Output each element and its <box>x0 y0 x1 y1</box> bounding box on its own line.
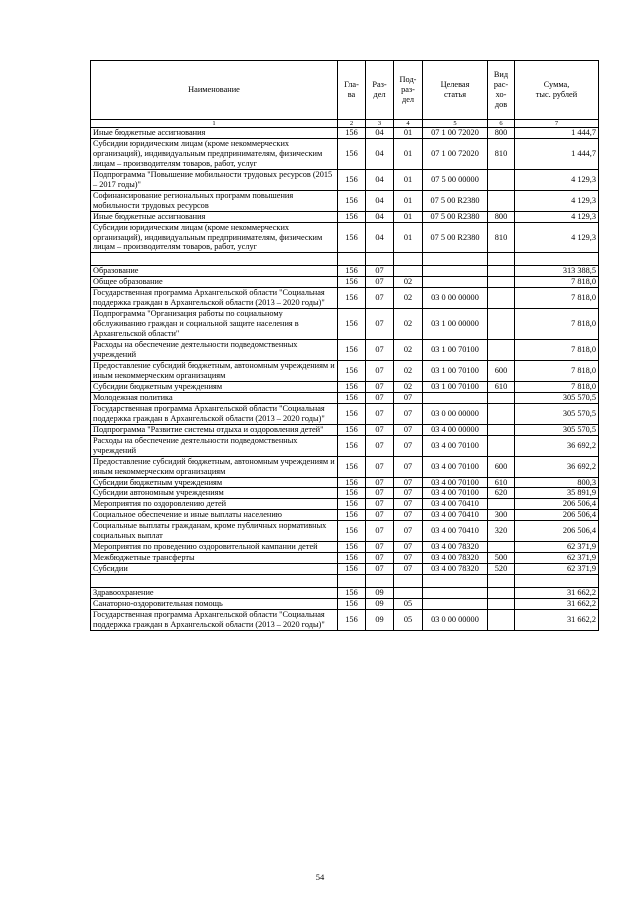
row-glava: 156 <box>338 277 366 288</box>
row-vid: 800 <box>488 211 515 222</box>
row-cel: 03 4 00 70410 <box>423 521 488 542</box>
row-vid: 600 <box>488 456 515 477</box>
row-cel: 03 4 00 78320 <box>423 564 488 575</box>
row-glava: 156 <box>338 128 366 139</box>
row-summa: 31 662,2 <box>515 588 599 599</box>
row-razdel: 04 <box>366 190 394 211</box>
budget-table <box>90 60 599 631</box>
row-summa: 4 129,3 <box>515 169 599 190</box>
row-glava: 156 <box>338 499 366 510</box>
empty-cell <box>488 575 515 588</box>
row-summa: 62 371,9 <box>515 564 599 575</box>
row-vid <box>488 277 515 288</box>
row-name: Санаторно-оздоровительная помощь <box>91 599 338 610</box>
row-glava: 156 <box>338 361 366 382</box>
row-podrazdel: 07 <box>394 488 423 499</box>
table-row <box>91 488 599 499</box>
row-podrazdel: 05 <box>394 599 423 610</box>
row-podrazdel: 07 <box>394 499 423 510</box>
row-cel <box>423 588 488 599</box>
table-row <box>91 477 599 488</box>
row-summa: 4 129,3 <box>515 222 599 253</box>
row-summa: 7 818,0 <box>515 288 599 309</box>
row-summa: 7 818,0 <box>515 340 599 361</box>
row-summa: 305 570,5 <box>515 403 599 424</box>
row-glava: 156 <box>338 340 366 361</box>
row-name: Здравоохранение <box>91 588 338 599</box>
row-cel: 03 4 00 78320 <box>423 553 488 564</box>
row-name: Государственная программа Архангельской области "Социальная поддержка граждан в Архангельской области (2013 – 2020 годы)" <box>91 288 338 309</box>
table-row <box>91 499 599 510</box>
row-razdel: 04 <box>366 128 394 139</box>
row-cel <box>423 266 488 277</box>
row-cel: 03 0 00 00000 <box>423 609 488 630</box>
row-name: Мероприятия по оздоровлению детей <box>91 499 338 510</box>
row-razdel: 07 <box>366 499 394 510</box>
empty-cell <box>423 575 488 588</box>
row-vid <box>488 403 515 424</box>
row-name: Иные бюджетные ассигнования <box>91 128 338 139</box>
row-name: Предоставление субсидий бюджетным, автономным учреждениям и иным некоммерческим организациям <box>91 361 338 382</box>
row-cel: 03 0 00 00000 <box>423 288 488 309</box>
row-podrazdel: 07 <box>394 521 423 542</box>
table-row <box>91 309 599 340</box>
row-podrazdel <box>394 266 423 277</box>
empty-cell <box>488 253 515 266</box>
row-glava: 156 <box>338 609 366 630</box>
row-razdel: 07 <box>366 456 394 477</box>
empty-cell <box>338 253 366 266</box>
table-row <box>91 288 599 309</box>
row-glava: 156 <box>338 403 366 424</box>
row-summa: 7 818,0 <box>515 277 599 288</box>
row-podrazdel: 01 <box>394 211 423 222</box>
row-vid: 810 <box>488 138 515 169</box>
row-vid: 620 <box>488 488 515 499</box>
header-summa: Сумма, тыс. рублей <box>515 61 599 120</box>
row-glava: 156 <box>338 138 366 169</box>
row-vid <box>488 588 515 599</box>
header-vid: Вид рас- хо- дов <box>488 61 515 120</box>
row-razdel: 04 <box>366 211 394 222</box>
row-razdel: 07 <box>366 435 394 456</box>
row-glava: 156 <box>338 553 366 564</box>
row-summa: 1 444,7 <box>515 138 599 169</box>
row-vid: 800 <box>488 128 515 139</box>
empty-cell <box>91 253 338 266</box>
row-name: Социальное обеспечение и иные выплаты населению <box>91 510 338 521</box>
row-glava: 156 <box>338 381 366 392</box>
empty-cell <box>423 253 488 266</box>
row-cel: 03 1 00 70100 <box>423 381 488 392</box>
header-row <box>91 61 599 120</box>
row-name: Предоставление субсидий бюджетным, автономным учреждениям и иным некоммерческим организациям <box>91 456 338 477</box>
row-summa: 305 570,5 <box>515 392 599 403</box>
row-razdel: 07 <box>366 277 394 288</box>
row-name: Субсидии юридическим лицам (кроме некоммерческих организаций), индивидуальным предпринимателям, физическим лицам – производителям товаров, работ, услуг <box>91 222 338 253</box>
row-summa: 4 129,3 <box>515 190 599 211</box>
row-cel: 07 5 00 00000 <box>423 169 488 190</box>
row-name: Иные бюджетные ассигнования <box>91 211 338 222</box>
row-cel <box>423 392 488 403</box>
row-cel: 03 4 00 00000 <box>423 424 488 435</box>
table-row <box>91 588 599 599</box>
empty-cell <box>515 575 599 588</box>
row-glava: 156 <box>338 435 366 456</box>
row-vid <box>488 266 515 277</box>
row-summa: 313 388,5 <box>515 266 599 277</box>
row-podrazdel: 01 <box>394 128 423 139</box>
row-glava: 156 <box>338 510 366 521</box>
row-cel: 03 0 00 00000 <box>423 403 488 424</box>
row-name: Субсидии бюджетным учреждениям <box>91 477 338 488</box>
row-glava: 156 <box>338 424 366 435</box>
row-glava: 156 <box>338 456 366 477</box>
row-vid: 600 <box>488 361 515 382</box>
row-summa: 7 818,0 <box>515 361 599 382</box>
row-vid <box>488 288 515 309</box>
row-cel: 07 5 00 R2380 <box>423 222 488 253</box>
row-cel <box>423 599 488 610</box>
header-name: Наименование <box>91 61 338 120</box>
header-cel: Целевая статья <box>423 61 488 120</box>
empty-cell <box>394 575 423 588</box>
table-row <box>91 424 599 435</box>
table-body <box>91 128 599 631</box>
row-razdel: 09 <box>366 609 394 630</box>
row-cel: 07 5 00 R2380 <box>423 211 488 222</box>
table-row <box>91 138 599 169</box>
row-razdel: 07 <box>366 510 394 521</box>
row-summa: 206 506,4 <box>515 521 599 542</box>
table-row <box>91 128 599 139</box>
row-name: Государственная программа Архангельской области "Социальная поддержка граждан в Архангельской области (2013 – 2020 годы)" <box>91 403 338 424</box>
row-summa: 7 818,0 <box>515 309 599 340</box>
row-summa: 31 662,2 <box>515 609 599 630</box>
row-podrazdel: 07 <box>394 456 423 477</box>
row-summa: 62 371,9 <box>515 553 599 564</box>
row-vid: 500 <box>488 553 515 564</box>
table-row <box>91 553 599 564</box>
row-glava: 156 <box>338 564 366 575</box>
table-row <box>91 277 599 288</box>
column-number: 7 <box>515 120 599 128</box>
row-cel: 03 4 00 70410 <box>423 510 488 521</box>
row-razdel: 07 <box>366 288 394 309</box>
row-cel: 03 1 00 70100 <box>423 361 488 382</box>
row-glava: 156 <box>338 222 366 253</box>
row-name: Софинансирование региональных программ повышения мобильности трудовых ресурсов <box>91 190 338 211</box>
row-vid <box>488 435 515 456</box>
row-name: Субсидии юридическим лицам (кроме некоммерческих организаций), индивидуальным предпринимателям, физическим лицам – производителям товаров, работ, услуг <box>91 138 338 169</box>
table-row <box>91 340 599 361</box>
header-podrazdel: Под- раз- дел <box>394 61 423 120</box>
table-row <box>91 169 599 190</box>
row-name: Социальные выплаты гражданам, кроме публичных нормативных социальных выплат <box>91 521 338 542</box>
row-podrazdel: 07 <box>394 553 423 564</box>
row-razdel: 07 <box>366 266 394 277</box>
row-summa: 800,3 <box>515 477 599 488</box>
page-number: 54 <box>315 872 325 882</box>
row-podrazdel: 07 <box>394 403 423 424</box>
table-row <box>91 599 599 610</box>
table-row <box>91 392 599 403</box>
row-name: Межбюджетные трансферты <box>91 553 338 564</box>
column-number-row <box>91 120 599 128</box>
row-razdel: 07 <box>366 361 394 382</box>
row-cel: 03 1 00 00000 <box>423 309 488 340</box>
row-razdel: 09 <box>366 599 394 610</box>
row-vid: 610 <box>488 381 515 392</box>
row-glava: 156 <box>338 211 366 222</box>
row-razdel: 04 <box>366 169 394 190</box>
row-vid <box>488 309 515 340</box>
table-row <box>91 456 599 477</box>
header-glava: Гла- ва <box>338 61 366 120</box>
row-summa: 36 692,2 <box>515 456 599 477</box>
row-podrazdel: 02 <box>394 309 423 340</box>
row-podrazdel: 07 <box>394 424 423 435</box>
row-vid: 320 <box>488 521 515 542</box>
blank-row <box>91 575 599 588</box>
row-summa: 305 570,5 <box>515 424 599 435</box>
row-cel: 07 1 00 72020 <box>423 128 488 139</box>
row-glava: 156 <box>338 488 366 499</box>
row-name: Расходы на обеспечение деятельности подведомственных учреждений <box>91 340 338 361</box>
row-vid: 810 <box>488 222 515 253</box>
row-vid <box>488 169 515 190</box>
row-glava: 156 <box>338 599 366 610</box>
table-row <box>91 435 599 456</box>
row-razdel: 07 <box>366 309 394 340</box>
row-podrazdel: 02 <box>394 277 423 288</box>
row-razdel: 07 <box>366 553 394 564</box>
row-podrazdel: 01 <box>394 190 423 211</box>
row-cel: 07 5 00 R2380 <box>423 190 488 211</box>
row-podrazdel: 02 <box>394 340 423 361</box>
column-number: 3 <box>366 120 394 128</box>
table-row <box>91 266 599 277</box>
empty-cell <box>394 253 423 266</box>
row-razdel: 07 <box>366 488 394 499</box>
row-razdel: 07 <box>366 564 394 575</box>
row-podrazdel: 02 <box>394 288 423 309</box>
row-glava: 156 <box>338 542 366 553</box>
row-name: Государственная программа Архангельской области "Социальная поддержка граждан в Архангельской области (2013 – 2020 годы)" <box>91 609 338 630</box>
row-podrazdel: 07 <box>394 392 423 403</box>
row-vid <box>488 190 515 211</box>
row-name: Подпрограмма "Развитие системы отдыха и оздоровления детей" <box>91 424 338 435</box>
row-vid <box>488 392 515 403</box>
row-glava: 156 <box>338 266 366 277</box>
row-glava: 156 <box>338 588 366 599</box>
row-podrazdel: 02 <box>394 381 423 392</box>
row-razdel: 07 <box>366 477 394 488</box>
row-podrazdel: 02 <box>394 361 423 382</box>
row-summa: 206 506,4 <box>515 510 599 521</box>
row-glava: 156 <box>338 169 366 190</box>
row-razdel: 09 <box>366 588 394 599</box>
row-cel <box>423 277 488 288</box>
row-glava: 156 <box>338 190 366 211</box>
row-vid <box>488 599 515 610</box>
row-vid <box>488 609 515 630</box>
row-razdel: 07 <box>366 403 394 424</box>
row-razdel: 07 <box>366 542 394 553</box>
table-row <box>91 381 599 392</box>
column-number: 1 <box>91 120 338 128</box>
row-summa: 1 444,7 <box>515 128 599 139</box>
row-vid: 300 <box>488 510 515 521</box>
row-podrazdel: 07 <box>394 510 423 521</box>
row-vid: 610 <box>488 477 515 488</box>
row-glava: 156 <box>338 392 366 403</box>
row-podrazdel <box>394 588 423 599</box>
table-row <box>91 403 599 424</box>
row-razdel: 07 <box>366 381 394 392</box>
row-podrazdel: 05 <box>394 609 423 630</box>
row-vid: 520 <box>488 564 515 575</box>
column-number: 6 <box>488 120 515 128</box>
row-glava: 156 <box>338 521 366 542</box>
table-row <box>91 609 599 630</box>
row-glava: 156 <box>338 288 366 309</box>
column-number: 5 <box>423 120 488 128</box>
table-row <box>91 564 599 575</box>
row-name: Расходы на обеспечение деятельности подведомственных учреждений <box>91 435 338 456</box>
row-vid <box>488 499 515 510</box>
row-cel: 03 1 00 70100 <box>423 340 488 361</box>
table-row <box>91 510 599 521</box>
table-row <box>91 222 599 253</box>
row-summa: 35 891,9 <box>515 488 599 499</box>
row-podrazdel: 07 <box>394 564 423 575</box>
column-number: 2 <box>338 120 366 128</box>
row-summa: 4 129,3 <box>515 211 599 222</box>
budget-page <box>90 60 598 631</box>
row-name: Подпрограмма "Организация работы по социальному обслуживанию граждан и социальной защите населения в Архангельской области" <box>91 309 338 340</box>
row-summa: 62 371,9 <box>515 542 599 553</box>
row-name: Субсидии <box>91 564 338 575</box>
table-row <box>91 542 599 553</box>
row-podrazdel: 01 <box>394 138 423 169</box>
row-razdel: 07 <box>366 424 394 435</box>
empty-cell <box>91 575 338 588</box>
row-podrazdel: 07 <box>394 542 423 553</box>
row-cel: 07 1 00 72020 <box>423 138 488 169</box>
row-cel: 03 4 00 70100 <box>423 477 488 488</box>
row-vid <box>488 542 515 553</box>
row-summa: 206 506,4 <box>515 499 599 510</box>
row-razdel: 07 <box>366 340 394 361</box>
row-summa: 31 662,2 <box>515 599 599 610</box>
row-glava: 156 <box>338 477 366 488</box>
row-cel: 03 4 00 70410 <box>423 499 488 510</box>
row-razdel: 07 <box>366 392 394 403</box>
row-name: Общее образование <box>91 277 338 288</box>
table-row <box>91 190 599 211</box>
row-name: Субсидии бюджетным учреждениям <box>91 381 338 392</box>
row-name: Образование <box>91 266 338 277</box>
header-razdel: Раз- дел <box>366 61 394 120</box>
empty-cell <box>515 253 599 266</box>
row-podrazdel: 01 <box>394 169 423 190</box>
row-vid <box>488 424 515 435</box>
blank-row <box>91 253 599 266</box>
table-row <box>91 361 599 382</box>
row-summa: 7 818,0 <box>515 381 599 392</box>
row-razdel: 04 <box>366 222 394 253</box>
row-summa: 36 692,2 <box>515 435 599 456</box>
row-podrazdel: 01 <box>394 222 423 253</box>
row-vid <box>488 340 515 361</box>
row-cel: 03 4 00 78320 <box>423 542 488 553</box>
table-row <box>91 521 599 542</box>
row-razdel: 07 <box>366 521 394 542</box>
table-row <box>91 211 599 222</box>
empty-cell <box>366 575 394 588</box>
empty-cell <box>366 253 394 266</box>
row-name: Субсидии автономным учреждениям <box>91 488 338 499</box>
column-number: 4 <box>394 120 423 128</box>
row-glava: 156 <box>338 309 366 340</box>
row-name: Молодежная политика <box>91 392 338 403</box>
row-cel: 03 4 00 70100 <box>423 456 488 477</box>
row-podrazdel: 07 <box>394 435 423 456</box>
row-razdel: 04 <box>366 138 394 169</box>
row-name: Подпрограмма "Повышение мобильности трудовых ресурсов (2015 – 2017 годы)" <box>91 169 338 190</box>
row-podrazdel: 07 <box>394 477 423 488</box>
row-cel: 03 4 00 70100 <box>423 488 488 499</box>
row-name: Мероприятия по проведению оздоровительной кампании детей <box>91 542 338 553</box>
row-cel: 03 4 00 70100 <box>423 435 488 456</box>
empty-cell <box>338 575 366 588</box>
